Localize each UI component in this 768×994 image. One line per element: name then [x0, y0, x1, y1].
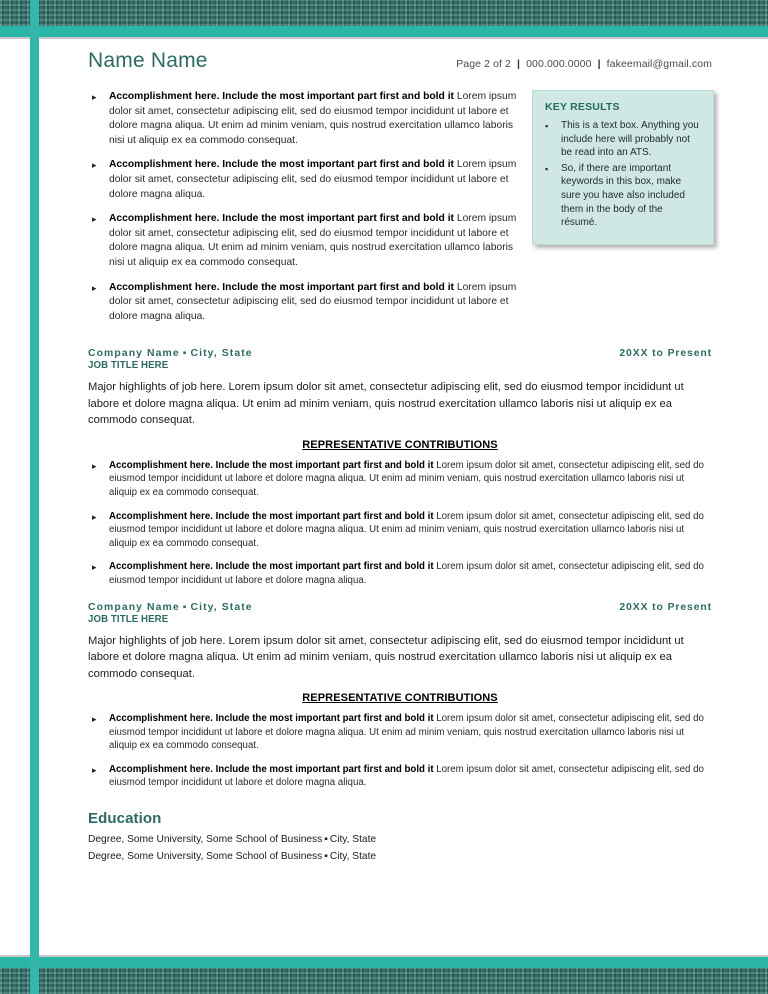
list-item-lead: Accomplishment here. Include the most important part first and bold it — [109, 713, 434, 725]
list-item — [545, 162, 701, 230]
list-item — [88, 158, 518, 202]
contributions-heading: REPRESENTATIVE CONTRIBUTIONS — [302, 438, 498, 451]
square-bullet-icon: ▪ — [545, 163, 549, 174]
job-title: JOB TITLE HERE — [88, 613, 169, 625]
list-item-body: Lorem ipsum dolor sit amet, consectetur adipiscing elit, sed do eiusmod tempor incididunt ut labore et dolore magna aliqua. — [109, 561, 704, 586]
list-item-text — [109, 281, 518, 325]
education-section — [88, 810, 712, 864]
job-description: Major highlights of job here. Lorem ipsum dolor sit amet, consectetur adipiscing elit, sed do eiusmod tempor incididunt ut labore et dolore magna aliqua. Ut enim ad minim veniam, quis nostrud exercitation ullamco laboris nisi ut aliquip ex ea commodo consequat. — [88, 381, 684, 427]
list-item — [88, 850, 712, 865]
list-item-text — [109, 510, 712, 551]
page-number: Page 2 of 2 — [456, 58, 511, 70]
header-contact-line — [456, 58, 712, 70]
experience-entry-2 — [88, 602, 712, 790]
separator-square-icon: ▪ — [182, 348, 188, 360]
degree-text: Degree, Some University, Some School of Business — [88, 834, 323, 846]
list-item-lead: Accomplishment here. Include the most important part first and bold it — [109, 213, 454, 225]
company-line — [88, 348, 253, 359]
company-name: Company Name — [88, 348, 180, 360]
separator-square-icon: ▪ — [182, 601, 188, 613]
list-item-body: Lorem ipsum dolor sit amet, consectetur adipiscing elit, sed do eiusmod tempor incididunt ut labore et dolore magna aliqua. Ut enim ad minim veniam, quis nostrud exercitation ullamco laboris nisi ut aliquip ex ea commodo consequat. — [109, 459, 704, 498]
experience-entry-1 — [88, 348, 712, 587]
list-item-text — [109, 763, 712, 790]
top-textured-band — [0, 0, 768, 26]
arrow-bullet-icon: ▸ — [92, 714, 97, 725]
list-item — [88, 510, 712, 551]
header-separator-1: | — [517, 58, 521, 70]
square-bullet-icon: ▪ — [545, 121, 549, 131]
list-item-text — [109, 712, 712, 753]
summary-section — [88, 90, 712, 334]
resume-content — [88, 39, 712, 864]
list-item-lead: Accomplishment here. Include the most important part first and bold it — [109, 763, 434, 775]
page-title: Name Name — [88, 49, 208, 72]
list-item-lead: Accomplishment here. Include the most important part first and bold it — [109, 91, 454, 102]
resume-page — [0, 39, 768, 955]
job-title: JOB TITLE HERE — [88, 360, 169, 372]
education-heading: Education — [88, 810, 162, 828]
separator-square-icon: ▪ — [324, 850, 328, 862]
list-item-text — [109, 459, 712, 500]
degree-location: City, State — [329, 834, 377, 846]
experience-header-row — [88, 602, 712, 613]
key-results-title: KEY RESULTS — [545, 101, 620, 113]
list-item-lead: Accomplishment here. Include the most important part first and bold it — [109, 510, 434, 522]
company-line — [88, 602, 253, 613]
key-results-column — [532, 90, 712, 334]
arrow-bullet-icon: ▸ — [92, 511, 97, 522]
list-item — [545, 119, 701, 160]
employment-dates: 20XX to Present — [619, 601, 712, 613]
list-item-body: Lorem ipsum dolor sit amet, consectetur adipiscing elit, sed do eiusmod tempor incididunt ut labore et dolore magna aliqua. — [109, 281, 517, 322]
list-item — [88, 560, 712, 587]
header-separator-2: | — [597, 58, 601, 70]
summary-bullet-list — [88, 90, 518, 334]
list-item — [88, 763, 712, 790]
list-item — [88, 281, 518, 325]
list-item-lead: Accomplishment here. Include the most important part first and bold it — [109, 459, 434, 471]
separator-square-icon: ▪ — [324, 834, 328, 846]
list-item-body: Lorem ipsum dolor sit amet, consectetur adipiscing elit, sed do eiusmod tempor incididunt ut labore et dolore magna aliqua. Ut enim ad minim veniam, quis nostrud exercitation ullamco laboris nisi ut aliquip ex ea commodo consequat. — [109, 91, 517, 146]
list-item-text: So, if there are important keywords in this box, make sure you have also included them in the body of the résumé. — [561, 162, 685, 229]
list-item-lead: Accomplishment here. Include the most important part first and bold it — [109, 561, 434, 573]
degree-location: City, State — [329, 850, 377, 862]
contributions-heading: REPRESENTATIVE CONTRIBUTIONS — [302, 692, 498, 705]
bottom-teal-bar — [0, 957, 768, 968]
arrow-bullet-icon: ▸ — [92, 160, 97, 171]
list-item-body: Lorem ipsum dolor sit amet, consectetur adipiscing elit, sed do eiusmod tempor incididunt ut labore et dolore magna aliqua. Ut enim ad minim veniam, quis nostrud exercitation ullamco laboris nisi ut aliquip ex ea commodo consequat. — [109, 213, 517, 268]
list-item-lead: Accomplishment here. Include the most important part first and bold it — [109, 159, 454, 171]
list-item-lead: Accomplishment here. Include the most important part first and bold it — [109, 281, 454, 293]
education-list — [88, 833, 712, 864]
employment-dates: 20XX to Present — [619, 348, 712, 360]
email-address: fakeemail@gmail.com — [606, 58, 712, 70]
company-location: City, State — [190, 348, 253, 360]
list-item — [88, 833, 712, 848]
list-item-body: Lorem ipsum dolor sit amet, consectetur adipiscing elit, sed do eiusmod tempor incididunt ut labore et dolore magna aliqua. Ut enim ad minim veniam, quis nostrud exercitation ullamco laboris nisi ut aliquip ex ea commodo consequat. — [109, 713, 704, 752]
arrow-bullet-icon: ▸ — [92, 562, 97, 573]
list-item — [88, 212, 518, 270]
list-item — [88, 459, 712, 500]
arrow-bullet-icon: ▸ — [92, 214, 97, 225]
arrow-bullet-icon: ▸ — [92, 764, 97, 775]
list-item-text — [109, 212, 518, 270]
list-item — [88, 712, 712, 753]
key-results-box — [532, 90, 714, 245]
experience-header-row — [88, 348, 712, 359]
degree-text: Degree, Some University, Some School of Business — [88, 850, 323, 862]
company-location: City, State — [190, 601, 253, 613]
job-description: Major highlights of job here. Lorem ipsum dolor sit amet, consectetur adipiscing elit, sed do eiusmod tempor incididunt ut labore et dolore magna aliqua. Ut enim ad minim veniam, quis nostrud exercitation ullamco laboris nisi ut aliquip ex ea commodo consequat. — [88, 634, 684, 680]
top-teal-bar — [0, 26, 768, 37]
bottom-textured-band — [0, 968, 768, 994]
list-item-text — [109, 158, 518, 202]
list-item-text — [109, 90, 518, 148]
arrow-bullet-icon: ▸ — [92, 460, 97, 471]
list-item-text: This is a text box. Anything you include here will probably not be read into an ATS. — [561, 120, 699, 159]
list-item-body: Lorem ipsum dolor sit amet, consectetur adipiscing elit, sed do eiusmod tempor incididunt ut labore et dolore magna aliqua. Ut enim ad minim veniam, quis nostrud exercitation ullamco laboris nisi ut aliquip ex ea commodo consequat. — [109, 510, 704, 549]
document-header — [88, 39, 712, 73]
list-item-text — [109, 560, 712, 587]
company-name: Company Name — [88, 601, 180, 613]
list-item-body: Lorem ipsum dolor sit amet, consectetur adipiscing elit, sed do eiusmod tempor incididunt ut labore et dolore magna aliqua. — [109, 159, 517, 200]
bottom-band-shadow — [0, 955, 768, 957]
arrow-bullet-icon: ▸ — [92, 92, 97, 102]
phone-number: 000.000.0000 — [526, 58, 592, 70]
list-item-body: Lorem ipsum dolor sit amet, consectetur adipiscing elit, sed do eiusmod tempor incididunt ut labore et dolore magna aliqua. — [109, 763, 704, 789]
list-item — [88, 90, 518, 148]
arrow-bullet-icon: ▸ — [92, 282, 97, 293]
